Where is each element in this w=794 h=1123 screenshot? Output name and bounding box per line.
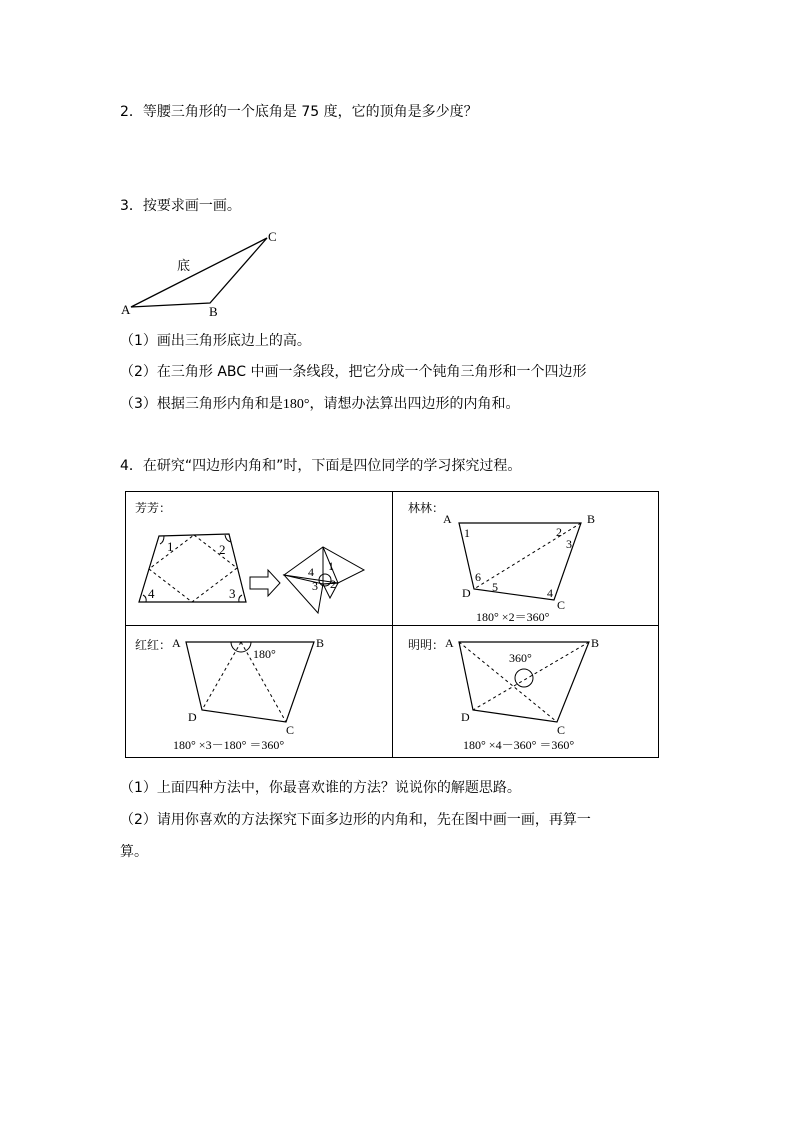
svg-text:C: C: [557, 598, 566, 612]
svg-text:D: D: [188, 710, 197, 724]
svg-text:3: 3: [312, 579, 318, 593]
sub3-text-pre: （3）根据三角形内角和是: [120, 396, 283, 412]
svg-text:180° ×2＝360°: 180° ×2＝360°: [476, 610, 550, 624]
svg-text:3: 3: [566, 537, 572, 551]
question-3-sub-2: （2）在三角形 ABC 中画一条线段，把它分成一个钝角三角形和一个四边形: [120, 364, 587, 380]
svg-text:4: 4: [547, 586, 553, 600]
svg-text:A: A: [443, 512, 452, 526]
sub3-text-post: ，请想办法算出四边形的内角和。: [309, 396, 520, 412]
svg-text:180° ×3－180° ＝360°: 180° ×3－180° ＝360°: [173, 738, 285, 752]
svg-text:6: 6: [475, 570, 481, 584]
linlin-name: 林林：: [408, 501, 445, 515]
svg-text:C: C: [557, 723, 566, 737]
question-4: 4．在研究“四边形内角和”时，下面是四位同学的学习探究过程。: [120, 458, 522, 474]
triangle-abc-figure: [115, 225, 295, 320]
svg-text:4: 4: [308, 565, 314, 579]
question-2: 2．等腰三角形的一个底角是 75 度，它的顶角是多少度？: [120, 104, 478, 120]
svg-text:3: 3: [229, 586, 236, 601]
vertex-c-label: C: [268, 229, 277, 244]
base-label: 底: [177, 259, 191, 274]
svg-text:2: 2: [219, 542, 226, 557]
svg-text:D: D: [462, 586, 471, 600]
mingming-name: 明明：: [408, 638, 445, 652]
vertex-a-label: A: [121, 302, 131, 317]
cell-linlin: [393, 492, 658, 625]
svg-text:D: D: [461, 710, 470, 724]
svg-text:2: 2: [556, 525, 562, 539]
svg-text:1: 1: [167, 539, 174, 554]
vertex-b-label: B: [209, 304, 218, 319]
question-3-sub-3: [120, 394, 520, 415]
cell-fangfang: [126, 492, 392, 625]
svg-text:360°: 360°: [509, 651, 532, 665]
question-3: 3．按要求画一画。: [120, 198, 241, 214]
svg-text:B: B: [591, 636, 600, 650]
cell-mingming: [393, 626, 658, 757]
svg-text:5: 5: [492, 580, 498, 594]
methods-table: [125, 491, 659, 758]
question-4-sub-2-cont: 算。: [120, 844, 148, 860]
svg-text:180° ×4－360° ＝360°: 180° ×4－360° ＝360°: [463, 738, 575, 752]
svg-text:1: 1: [328, 559, 334, 573]
honghong-name: 红红：: [135, 638, 172, 652]
svg-text:2: 2: [330, 577, 336, 591]
question-4-sub-1: （1）上面四种方法中，你最喜欢谁的方法？说说你的解题思路。: [120, 780, 521, 796]
svg-text:B: B: [316, 636, 325, 650]
svg-text:C: C: [286, 723, 295, 737]
svg-text:180°: 180°: [253, 647, 276, 661]
svg-text:4: 4: [148, 586, 155, 601]
svg-text:A: A: [172, 636, 181, 650]
svg-text:A: A: [445, 636, 454, 650]
sub3-degree: 180°: [282, 397, 310, 412]
svg-text:B: B: [587, 512, 596, 526]
fangfang-name: 芳芳：: [135, 501, 172, 515]
svg-text:1: 1: [464, 526, 470, 540]
cell-honghong: [126, 626, 392, 757]
question-4-sub-2: （2）请用你喜欢的方法探究下面多边形的内角和，先在图中画一画，再算一: [120, 812, 591, 828]
question-3-sub-1: （1）画出三角形底边上的高。: [120, 333, 311, 349]
